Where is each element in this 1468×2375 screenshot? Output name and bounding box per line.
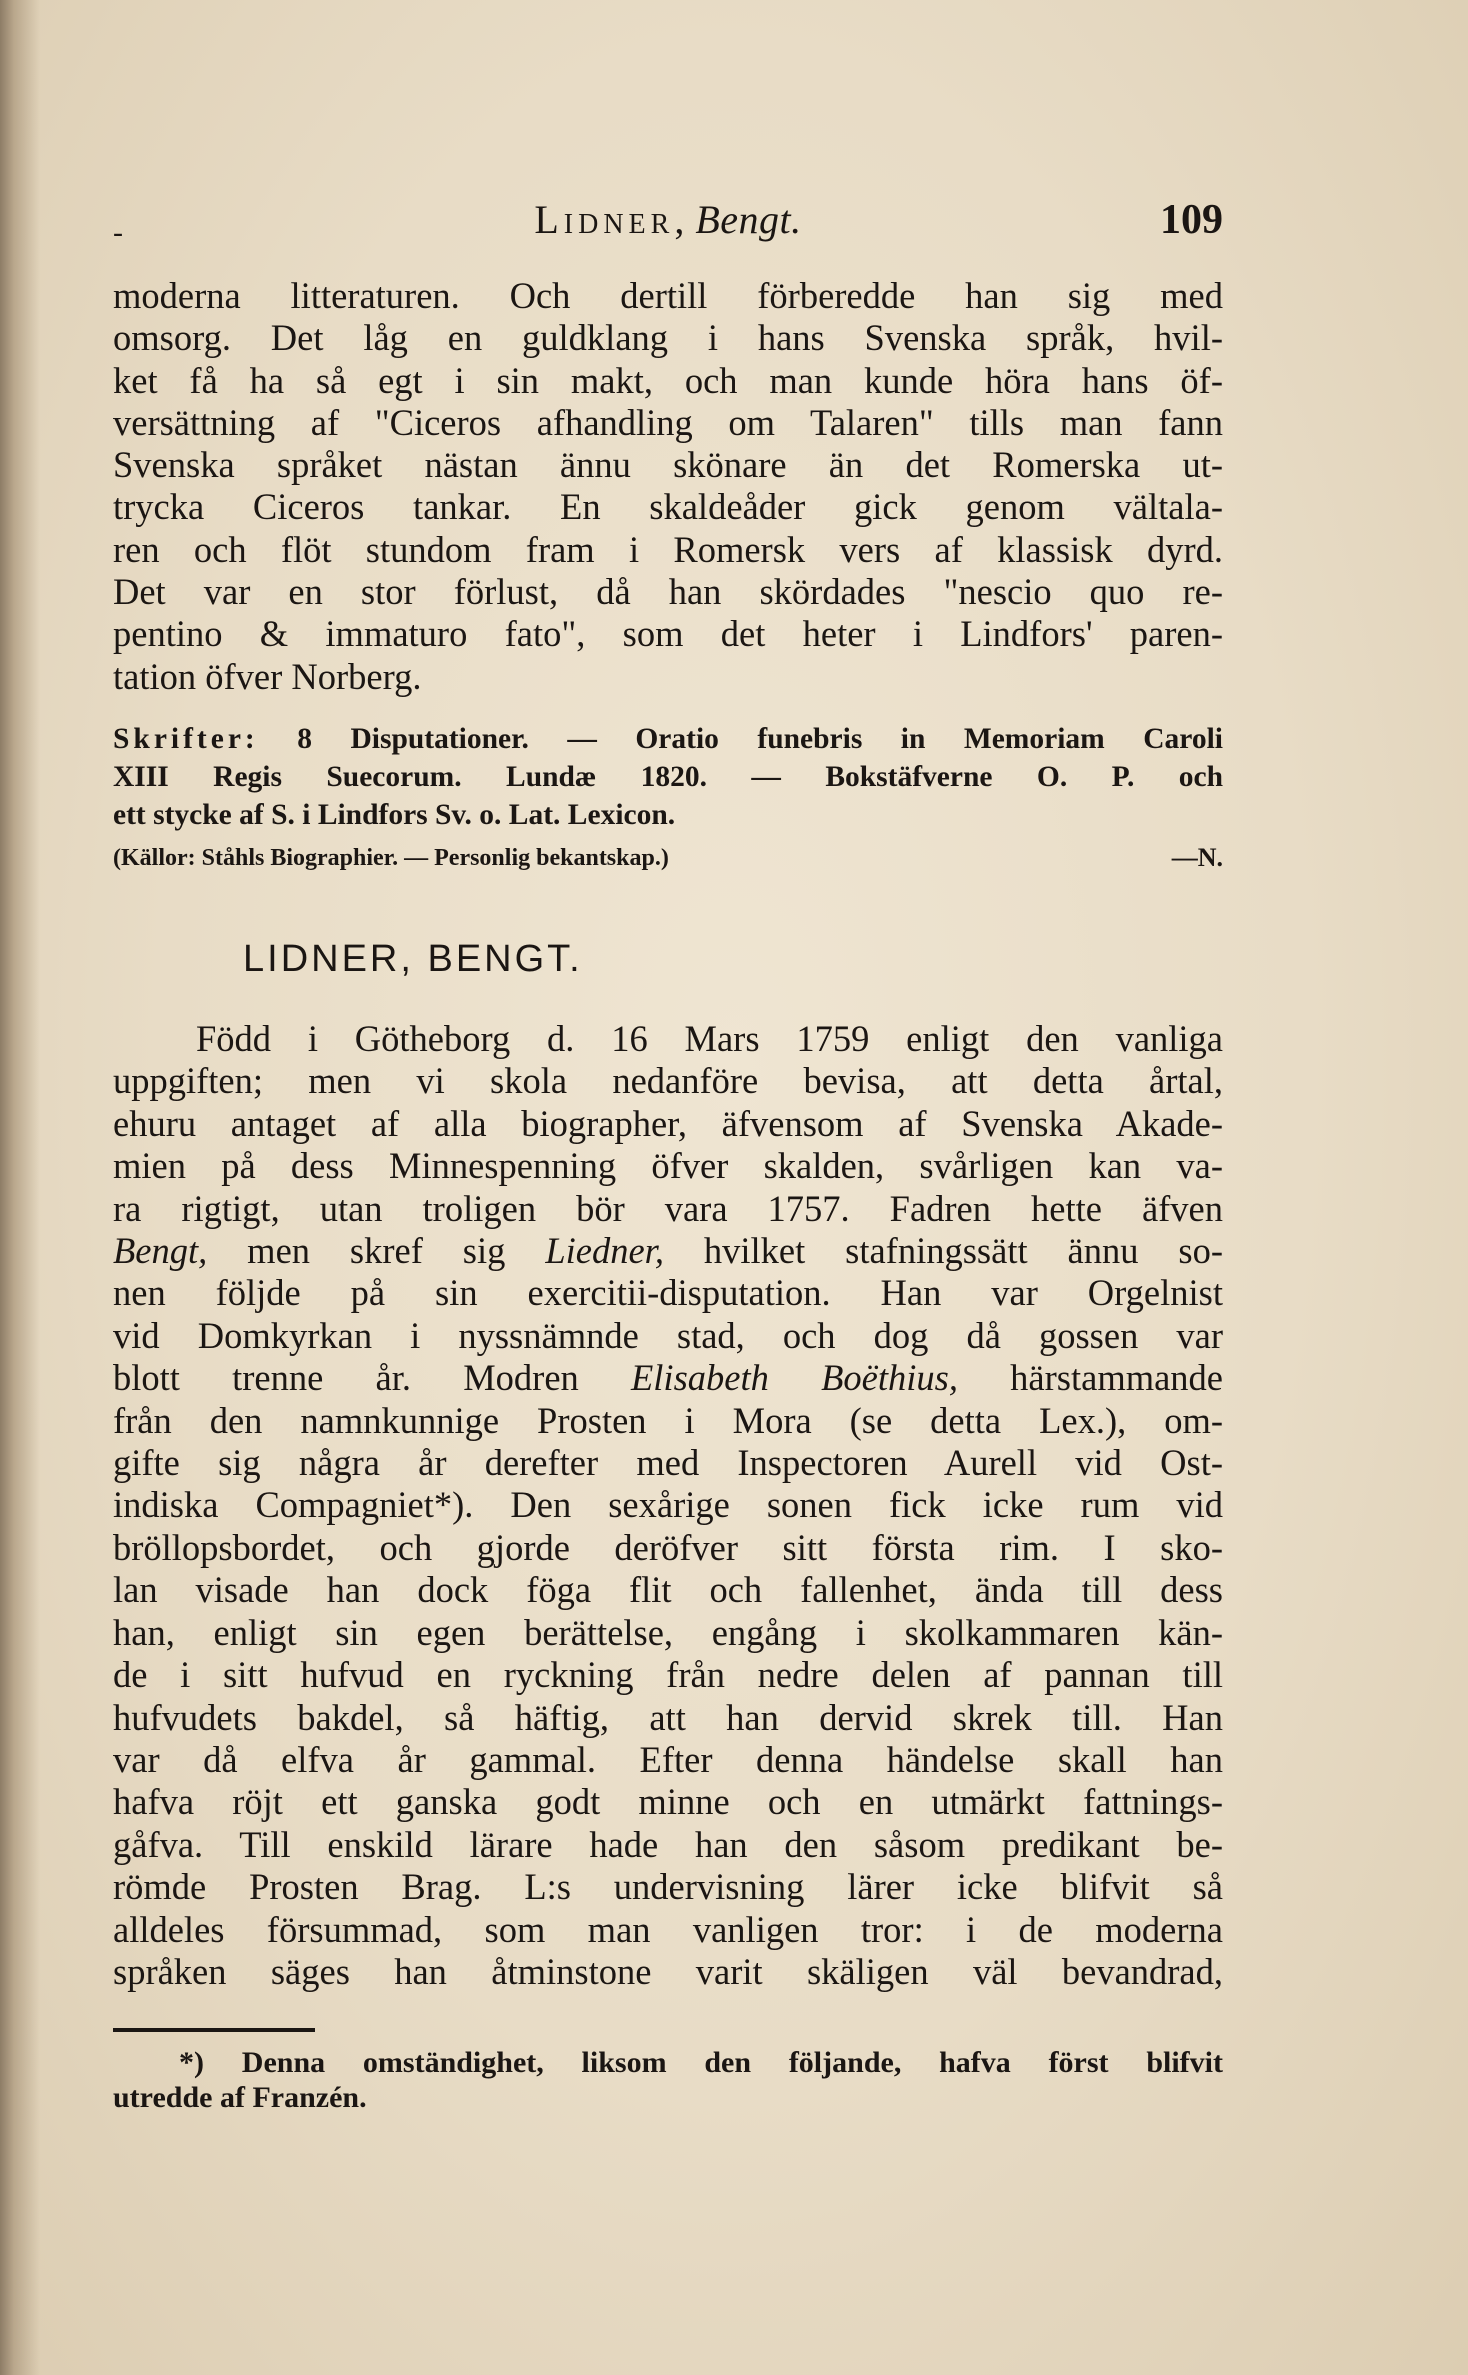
text-line: ra rigtigt, utan troligen bör vara 1757. Fadren hette äfven (113, 1187, 1223, 1229)
sources-text: (Källor: Ståhls Biographier. — Personlig bekantskap.) (113, 845, 669, 871)
header-title (113, 196, 1223, 243)
sources-line (113, 843, 1223, 877)
text-line: de i sitt hufvud en ryckning från nedre delen af pannan till (113, 1654, 1223, 1696)
entry-title: LIDNER, BENGT. (243, 938, 583, 980)
text-line: ren och flöt stundom fram i Romersk vers af klassisk dyrd. (113, 528, 1223, 570)
text-run: härstammande (957, 1357, 1223, 1399)
text-line (113, 1230, 1223, 1272)
writings-list (113, 720, 1223, 834)
text-line: moderna litteraturen. Och dertill förberedde han sig med (113, 275, 1223, 316)
text-line: Det var en stor förlust, då han skördades "nescio quo re- (113, 571, 1223, 613)
italic-name: Liedner, (545, 1230, 664, 1272)
text-line: römde Prosten Brag. L:s undervisning lärer icke blifvit så (113, 1866, 1223, 1908)
text-line: hafva röjt ett ganska godt minne och en utmärkt fattnings- (113, 1781, 1223, 1823)
text-line: språken säges han åtminstone varit skäligen väl bevandrad, (113, 1950, 1223, 1992)
footnote-line: *) Denna omständighet, liksom den följande, hafva först blifvit (179, 2046, 1223, 2079)
header-comma: , (674, 197, 685, 242)
text-line: ket få ha så egt i sin makt, och man kunde höra hans öf- (113, 359, 1223, 401)
writings-text: 8 Disputationer. — Oratio funebris in Memoriam Caroli (258, 723, 1223, 755)
writings-label: Skrifter: (113, 723, 259, 755)
text-line: alldeles försummad, som man vanligen tror: i de moderna (113, 1908, 1223, 1950)
author-signature: —N. (1171, 843, 1223, 872)
text-line: han, enligt sin egen berättelse, engång i skolkammaren kän- (113, 1611, 1223, 1653)
text-line: hufvudets bakdel, så häftig, att han dervid skrek till. Han (113, 1696, 1223, 1738)
header-surname: Lidner (534, 197, 675, 242)
text-line: uppgiften; men vi skola nedanföre bevisa, att detta årtal, (113, 1060, 1223, 1102)
text-line: var då elfva år gammal. Efter denna händelse skall han (113, 1738, 1223, 1780)
text-run: blott trenne år. Modren (113, 1357, 631, 1399)
text-line: ehuru antaget af alla biographer, äfvensom af Svenska Akade- (113, 1102, 1223, 1144)
footnote (113, 2045, 1223, 2115)
entry-body (113, 1018, 1223, 1993)
text-line: lan visade han dock föga flit och fallenhet, ända till dess (113, 1569, 1223, 1611)
text-line: vid Domkyrkan i nyssnämnde stad, och dog då gossen var (113, 1314, 1223, 1356)
writings-line: ett stycke af S. i Lindfors Sv. o. Lat. Lexicon. (113, 799, 676, 831)
page-number: 109 (1160, 197, 1223, 243)
text-line: mien på dess Minnespenning öfver skalden, svårligen kan va- (113, 1145, 1223, 1187)
previous-entry-text (113, 275, 1223, 698)
text-line: omsorg. Det låg en guldklang i hans Svenska språk, hvil- (113, 317, 1223, 359)
italic-name: Bengt, (113, 1230, 208, 1272)
text-line: Född i Götheborg d. 16 Mars 1759 enligt den vanliga (196, 1018, 1223, 1059)
page-gutter-shadow (0, 0, 40, 2375)
text-line: versättning af "Ciceros afhandling om Talaren" tills man fann (113, 401, 1223, 443)
italic-name: Elisabeth Boëthius, (631, 1357, 958, 1399)
text-line: bröllopsbordet, och gjorde deröfver sitt första rim. I sko- (113, 1526, 1223, 1568)
text-line: nen följde på sin exercitii-disputation. Han var Orgelnist (113, 1272, 1223, 1314)
text-line: gifte sig några år derefter med Inspectoren Aurell vid Ost- (113, 1442, 1223, 1484)
text-run: men skref sig (207, 1230, 546, 1272)
header-mark: - (113, 216, 123, 249)
text-line: trycka Ciceros tankar. En skaldeåder gick genom vältala- (113, 486, 1223, 528)
running-header (113, 196, 1223, 256)
text-line: från den namnkunnige Prosten i Mora (se detta Lex.), om- (113, 1399, 1223, 1441)
footnote-line: utredde af Franzén. (113, 2081, 367, 2114)
text-line: gåfva. Till enskild lärare hade han den såsom predikant be- (113, 1823, 1223, 1865)
text-line: pentino & immaturo fato", som det heter i Lindfors' paren- (113, 613, 1223, 655)
footnote-rule (113, 2028, 315, 2032)
header-given-name: Bengt. (695, 197, 802, 242)
text-run: hvilket stafningssätt ännu so- (663, 1230, 1223, 1272)
text-line (113, 1357, 1223, 1399)
text-line: tation öfver Norberg. (113, 655, 422, 697)
writings-line (113, 720, 1223, 758)
text-line: indiska Compagniet*). Den sexårige sonen fick icke rum vid (113, 1484, 1223, 1526)
text-line: Svenska språket nästan ännu skönare än det Romerska ut- (113, 444, 1223, 486)
writings-line: XIII Regis Suecorum. Lundæ 1820. — Bokstäfverne O. P. och (113, 761, 1223, 793)
